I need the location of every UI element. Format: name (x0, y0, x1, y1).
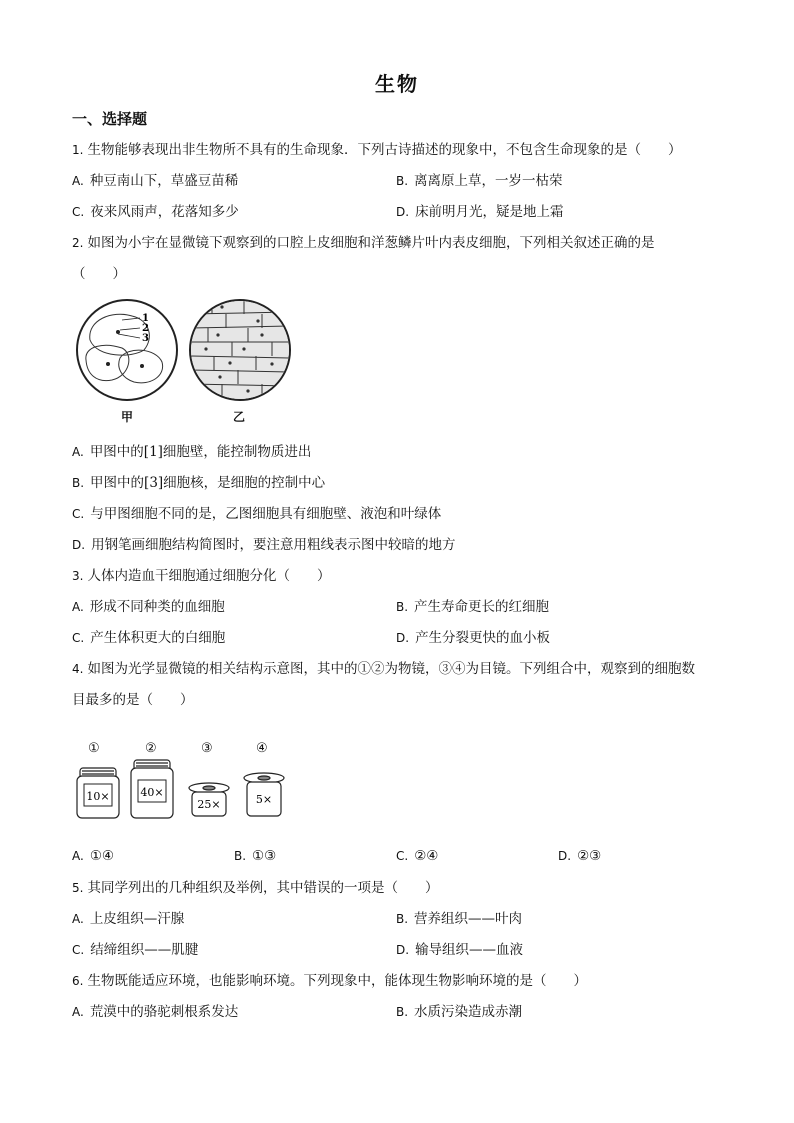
option: A. ①④ (72, 848, 115, 864)
option: D. 产生分裂更快的血小板 (396, 630, 551, 646)
question-4-stem (72, 660, 695, 678)
option: B. 离离原上草，一岁一枯荣 (396, 173, 563, 189)
question-4-stem-continued: 目最多的是（ ） (72, 692, 194, 708)
cheek-cell-view (77, 300, 177, 400)
question-3-stem (72, 567, 330, 585)
marker-2: 2 (142, 323, 149, 334)
question-5-stem (72, 879, 438, 897)
question-text: 生物既能适应环境，也能影响环境。下列现象中，能体现生物影响环境的是（ ） (87, 973, 587, 989)
option: C. 结缔组织——肌腱 (72, 942, 199, 958)
question-number: 2. (72, 236, 84, 250)
cell-micrograph-figure (72, 298, 302, 428)
question-6-stem (72, 972, 587, 990)
option: C. ②④ (396, 848, 439, 864)
option: A. 荒漠中的骆驼刺根系发达 (72, 1004, 239, 1020)
lens-number: ① (88, 741, 100, 756)
option: D. 床前明月光，疑是地上霜 (396, 204, 564, 220)
lens-mag: 25× (197, 798, 221, 811)
question-number: 6. (72, 974, 84, 988)
option: D. 用钢笔画细胞结构简图时，要注意用粗线表示图中较暗的地方 (72, 537, 456, 553)
marker-1: 1 (142, 313, 149, 324)
option: A. 上皮组织—汗腺 (72, 911, 185, 927)
question-number: 4. (72, 662, 84, 676)
figure-label-left: 甲 (121, 410, 134, 424)
lens-mag: 10× (86, 790, 110, 803)
question-number: 5. (72, 881, 84, 895)
question-2-stem-continued: （ ） (72, 266, 126, 282)
option: B. 甲图中的[3]细胞核，是细胞的控制中心 (72, 475, 326, 491)
option: A. 甲图中的[1]细胞壁，能控制物质进出 (72, 444, 312, 460)
marker-3: 3 (142, 333, 149, 344)
question-1-stem (72, 141, 681, 159)
option: D. 输导组织——血液 (396, 942, 524, 958)
question-number: 3. (72, 569, 84, 583)
question-text: 如图为光学显微镜的相关结构示意图，其中的①②为物镜，③④为目镜。下列组合中，观察到的细胞数 (87, 661, 695, 677)
question-number: 1. (72, 143, 84, 157)
question-text: 其同学列出的几种组织及举例，其中错误的一项是（ ） (87, 880, 439, 896)
lens-number: ③ (201, 741, 213, 756)
lens-mag: 5× (255, 793, 273, 806)
option: D. ②③ (558, 848, 602, 864)
option: A. 种豆南山下，草盛豆苗稀 (72, 173, 239, 189)
question-text: 如图为小宇在显微镜下观察到的口腔上皮细胞和洋葱鳞片叶内表皮细胞，下列相关叙述正确的是 (87, 235, 655, 251)
question-text: 人体内造血干细胞通过细胞分化（ ） (87, 568, 331, 584)
lens-number: ② (145, 741, 157, 756)
option: B. 产生寿命更长的红细胞 (396, 599, 550, 615)
option: B. 水质污染造成赤潮 (396, 1004, 523, 1020)
option: C. 产生体积更大的白细胞 (72, 630, 226, 646)
option: C. 与甲图细胞不同的是，乙图细胞具有细胞壁、液泡和叶绿体 (72, 506, 442, 522)
option: A. 形成不同种类的血细胞 (72, 599, 225, 615)
option: C. 夜来风雨声，花落知多少 (72, 204, 239, 220)
lens-mag: 40× (140, 786, 164, 799)
option: B. ①③ (234, 848, 277, 864)
question-text: 生物能够表现出非生物所不具有的生命现象．下列古诗描述的现象中，不包含生命现象的是（ ） (87, 142, 682, 158)
option: B. 营养组织——叶肉 (396, 911, 523, 927)
question-2-stem (72, 234, 654, 252)
onion-cell-view (190, 300, 290, 400)
page-title: 生物 (375, 72, 419, 96)
figure-label-right: 乙 (233, 410, 246, 424)
section-heading: 一、选择题 (72, 110, 148, 128)
lens-number: ④ (256, 741, 268, 756)
microscope-lens-figure (72, 758, 312, 824)
